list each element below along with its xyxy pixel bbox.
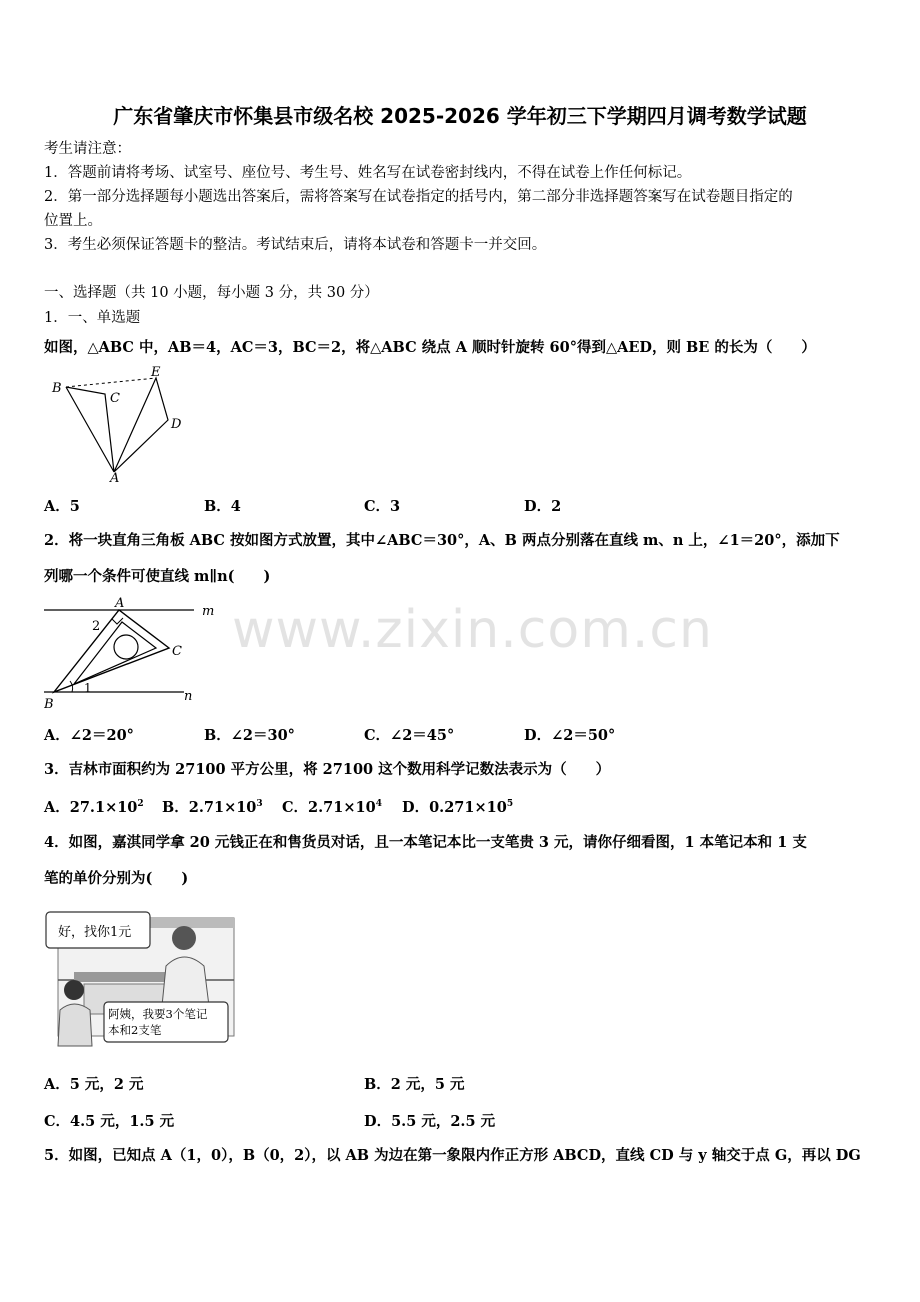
q4-option-c[interactable]: C．4.5 元，1.5 元 [44, 1113, 175, 1130]
q4-option-a[interactable]: A．5 元，2 元 [44, 1076, 144, 1093]
section-heading: 一、选择题（共 10 小题，每小题 3 分，共 30 分） [44, 285, 379, 301]
q2-option-d[interactable]: D．∠2＝50° [524, 727, 616, 744]
q1-option-a[interactable]: A．5 [44, 498, 80, 515]
q3-option-a[interactable]: A．$27.1\times 10^2$ [44, 799, 144, 816]
q2-option-c[interactable]: C．∠2＝45° [364, 727, 455, 744]
notice-item-1: 1．答题前请将考场、试室号、座位号、考生号、姓名写在试卷密封线内，不得在试卷上作任何标记。 [44, 165, 692, 181]
q4-figure [44, 906, 240, 1056]
label-B: B [52, 381, 62, 396]
q4-option-d[interactable]: D．5.5 元，2.5 元 [364, 1113, 496, 1130]
q5-stem: 5．如图，已知点 A（1，0），B（0，2），以 AB 为边在第一象限内作正方形 ABCD，直线 CD 与 y 轴交于点 G，再以 DG [44, 1147, 861, 1164]
label-m: m [202, 604, 215, 619]
label-B: B [44, 697, 54, 712]
bubble-2-line-2: 本和2支笔 [108, 1023, 162, 1037]
q3-option-b[interactable]: B．$2.71\times 10^3$ [162, 799, 263, 816]
q2-stem-1: 2．将一块直角三角板 ABC 按如图方式放置，其中∠ABC＝30°，A、B 两点分别落在直线 m、n 上，∠1＝20°，添加下 [44, 532, 840, 549]
bubble-1-text: 好，找你1元 [58, 925, 132, 940]
q2-stem-2: 列哪一个条件可使直线 m∥n( ) [44, 568, 271, 585]
label-E: E [151, 365, 161, 380]
notice-item-2-cont: 位置上。 [44, 213, 102, 229]
q1-option-c[interactable]: C．3 [364, 498, 401, 515]
q3-option-c[interactable]: C．$2.71\times 10^4$ [282, 799, 382, 816]
bubble-2-line-1: 阿姨，我要3个笔记 [108, 1007, 208, 1021]
label-A: A [110, 471, 120, 484]
section-subheading: 1．一、单选题 [44, 310, 141, 326]
notice-heading: 考生请注意： [44, 141, 131, 157]
q2-figure [44, 592, 224, 714]
q4-option-b[interactable]: B．2 元，5 元 [364, 1076, 465, 1093]
label-2: 2 [92, 619, 101, 634]
label-D: D [171, 417, 182, 432]
notice-item-2: 2．第一部分选择题每小题选出答案后，需将答案写在试卷指定的括号内，第二部分非选择题答案写在试卷题目指定的 [44, 189, 793, 205]
q1-figure [44, 362, 189, 484]
label-n: n [184, 689, 193, 704]
q3-option-d[interactable]: D．$0.271\times 10^5$ [402, 799, 514, 816]
label-C: C [110, 391, 120, 406]
label-C: C [172, 644, 182, 659]
q3-stem: 3．吉林市面积约为 27100 平方公里，将 27100 这个数用科学记数法表示为（ ） [44, 761, 611, 778]
q4-stem-1: 4．如图，嘉淇同学拿 20 元钱正在和售货员对话，且一本笔记本比一支笔贵 3 元，请你仔细看图，1 本笔记本和 1 支 [44, 834, 807, 851]
page-title: 广东省肇庆市怀集县市级名校 2025-2026 学年初三下学期四月调考数学试题 [113, 104, 807, 128]
q2-option-b[interactable]: B．∠2＝30° [204, 727, 295, 744]
q1-stem: 如图，△ABC 中，AB＝4，AC＝3，BC＝2，将△ABC 绕点 A 顺时针旋转 60°得到△AED，则 BE 的长为（ ） [44, 339, 816, 356]
q2-option-a[interactable]: A．∠2＝20° [44, 727, 134, 744]
label-A: A [115, 596, 125, 611]
q4-stem-2: 笔的单价分别为( ) [44, 870, 189, 887]
label-1: 1 [84, 681, 92, 695]
watermark: www.zixin.com.cn [232, 600, 713, 660]
q1-option-d[interactable]: D．2 [524, 498, 562, 515]
notice-item-3: 3．考生必须保证答题卡的整洁。考试结束后，请将本试卷和答题卡一并交回。 [44, 237, 547, 253]
q1-option-b[interactable]: B．4 [204, 498, 241, 515]
